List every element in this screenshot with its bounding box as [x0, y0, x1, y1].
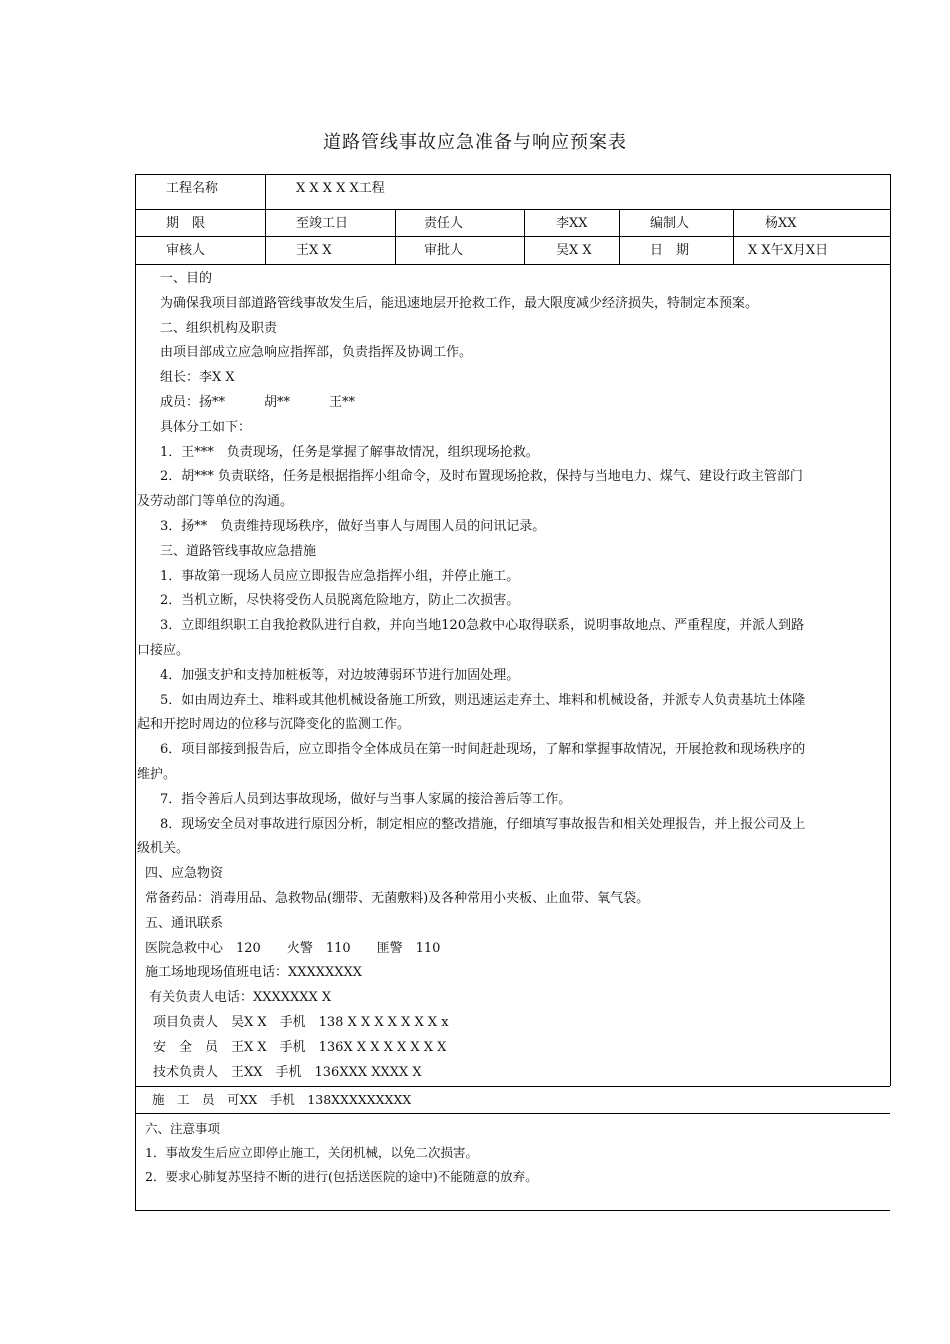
table-border-bottom	[135, 1210, 890, 1211]
responsible-label: 责任人	[424, 216, 464, 231]
notes-divider	[135, 1113, 890, 1114]
section-heading-contacts: 五、通讯联系	[145, 915, 224, 931]
body-line: 3．扬** 负责维持现场秩序，做好当事人与周围人员的问讯记录。	[160, 518, 546, 534]
body-line: 医院急救中心 120 火警 110 匪警 110	[145, 940, 441, 956]
col-divider-4	[619, 209, 620, 264]
body-line: 级机关。	[137, 841, 190, 857]
body-line: 2．当机立断，尽快将受伤人员脱离危险地方，防止二次损害。	[160, 593, 520, 609]
body-border-right	[890, 264, 891, 1086]
section-heading-supplies: 四、应急物资	[145, 866, 224, 882]
author-label: 编制人	[650, 216, 690, 231]
body-line: 组长：李X X	[160, 370, 235, 386]
period-value: 至竣工日	[296, 216, 349, 231]
period-label: 期 限	[166, 216, 206, 231]
body-line: 2．胡*** 负责联络，任务是根据指挥小组命令，及时布置现场抢救，保持与当地电力、煤气、建设行政主管部门	[160, 469, 803, 485]
body-line: 安 全 员 王X X 手机 136X X X X X X X X	[153, 1039, 447, 1055]
approver-value: 吴X X	[556, 243, 592, 258]
note-item: 2．要求心肺复苏坚持不断的进行(包括送医院的途中)不能随意的放弃。	[145, 1169, 538, 1184]
body-line: 4．加强支护和支持加桩板等，对边坡薄弱环节进行加固处理。	[160, 667, 520, 683]
body-line: 由项目部成立应急响应指挥部，负责指挥及协调工作。	[160, 345, 473, 361]
col-divider-2	[395, 209, 396, 264]
section-heading-organization: 二、组织机构及职责	[160, 320, 278, 336]
row-divider-3	[135, 264, 890, 265]
construction-staff-line: 施 工 员 可XX 手机 138XXXXXXXXX	[152, 1092, 412, 1107]
plan-body	[137, 267, 883, 1085]
body-line: 技术负责人 王XX 手机 136XXX XXXX X	[153, 1064, 422, 1080]
section-heading-purpose: 一、目的	[160, 271, 213, 286]
notes-section	[137, 1117, 883, 1189]
body-line: 口接应。	[137, 642, 190, 658]
body-line: 1．王*** 负责现场，任务是掌握了解事故情况，组织现场抢救。	[160, 444, 539, 460]
col-divider-1	[265, 174, 266, 264]
body-line: 起和开挖时周边的位移与沉降变化的监测工作。	[137, 717, 411, 733]
date-label: 日 期	[650, 243, 690, 258]
table-border-right	[890, 174, 891, 264]
body-line: 7．指令善后人员到达事故现场，做好与当事人家属的接洽善后等工作。	[160, 791, 572, 807]
row-divider-1	[135, 209, 890, 210]
note-item: 1．事故发生后应立即停止施工，关闭机械，以免二次损害。	[145, 1145, 478, 1160]
approver-label: 审批人	[424, 243, 464, 258]
body-line: 施工场地现场值班电话：XXXXXXXX	[145, 965, 363, 981]
reviewer-label: 审核人	[166, 243, 206, 258]
body-line: 成员：扬** 胡** 王**	[160, 394, 356, 410]
row-divider-2	[135, 236, 890, 237]
section-divider	[135, 1086, 890, 1087]
page-title: 道路管线事故应急准备与响应预案表	[323, 132, 627, 153]
col-divider-5	[733, 209, 734, 264]
date-value: X X午X月X日	[748, 243, 829, 258]
body-line: 项目负责人 吴X X 手机 138 X X X X X X X x	[153, 1014, 449, 1030]
body-line: 为确保我项目部道路管线事故发生后，能迅速地层开抢救工作，最大限度减少经济损失，特制定本预案。	[160, 295, 759, 311]
body-line: 3．立即组织职工自我抢救队进行自救，并向当地120急救中心取得联系，说明事故地点、严重程度，并派人到路	[160, 618, 805, 634]
body-line: 具体分工如下：	[160, 419, 252, 435]
reviewer-value: 王X X	[296, 243, 332, 258]
body-line: 常备药品：消毒用品、急救物品(绷带、无菌敷料)及各种常用小夹板、止血带、氧气袋。	[145, 890, 650, 906]
body-line: 维护。	[137, 766, 177, 782]
project-name-label: 工程名称	[166, 181, 219, 196]
col-divider-3	[524, 209, 525, 264]
body-line: 有关负责人电话：XXXXXXX X	[149, 990, 332, 1006]
section-heading-notes: 六、注意事项	[145, 1121, 221, 1136]
body-line: 5．如由周边弃土、堆料或其他机械设备施工所致，则迅速运走弃土、堆料和机械设备，并派专人负责基坑土体隆	[160, 692, 806, 708]
body-line: 1．事故第一现场人员应立即报告应急指挥小组，并停止施工。	[160, 568, 520, 584]
body-line: 6．项目部接到报告后，应立即指令全体成员在第一时间赶赴现场，了解和掌握事故情况，开展抢救和现场秩序的	[160, 742, 806, 758]
author-value: 杨XX	[765, 216, 797, 231]
section-heading-measures: 三、道路管线事故应急措施	[160, 543, 317, 559]
project-name-value: X X X X X工程	[296, 181, 385, 196]
table-border-top	[135, 174, 890, 175]
body-line: 及劳动部门等单位的沟通。	[137, 494, 294, 510]
body-line: 8．现场安全员对事故进行原因分析，制定相应的整改措施，仔细填写事故报告和相关处理报告，并上报公司及上	[160, 816, 806, 832]
responsible-value: 李XX	[556, 216, 588, 231]
